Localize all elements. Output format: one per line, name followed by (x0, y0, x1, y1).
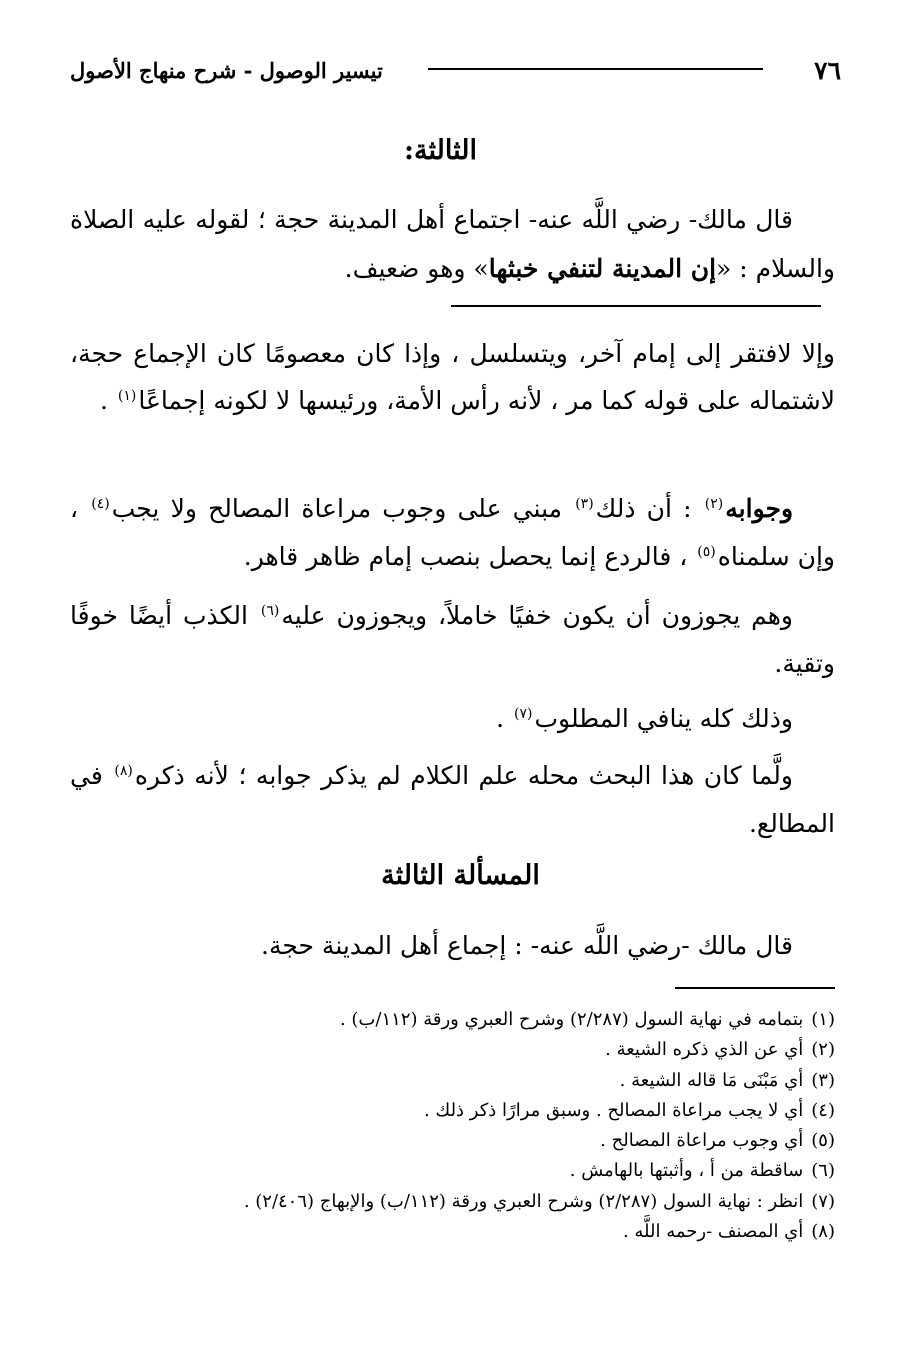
matn-paragraph-1 (70, 195, 835, 293)
footnote-number: (١) (811, 1009, 835, 1030)
matn-1-line-2-pre: الصلاة والسلام : « (70, 205, 835, 283)
paragraph-4-end: . (496, 704, 513, 733)
paragraph-5-part-a: ولَّما كان هذا البحث محله علم الكلام لم يذكر جوابه ؛ لأنه ذكره (134, 761, 793, 790)
footnote-number: (٦) (811, 1160, 835, 1182)
paragraph-1-text: وإلا لافتقر إلى إمام آخر، ويتسلسل ، وإذا كان معصومًا كان الإجماع حجة، لاشتماله على قوله كما مر ، لأنه رأس الأمة، ورئيسها لا لكونه إجماعًا (70, 339, 835, 415)
footnote-text: أي عن الذي ذكره الشيعة . (605, 1039, 804, 1061)
paragraph-3-part-a: وهم يجوزون أن يكون خفيًا خاملاً، ويجوزون عليه (281, 601, 793, 630)
running-header (70, 56, 841, 86)
footnote-ref-2: (٢) (704, 495, 724, 512)
footnote-ref-7: (٧) (514, 705, 533, 722)
commentary-paragraph-2 (70, 485, 835, 581)
footnote-number: (٤) (811, 1099, 835, 1121)
footnote-text: أي مَبْنَى مَا قاله الشيعة . (619, 1069, 804, 1091)
section-heading: الثالثة: (404, 135, 477, 166)
footnote-text: أي المصنف -رحمه اللَّه . (622, 1221, 804, 1243)
page-number: ٧٦ (814, 56, 841, 85)
matn-2-text: قال مالك -رضي اللَّه عنه- : إجماع أهل المدينة حجة. (261, 931, 793, 960)
matn-separator-rule (451, 305, 821, 307)
commentary-paragraph-3 (70, 592, 835, 688)
footnote-text: بتمامه في نهاية السول (٢/٢٨٧) وشرح العبري ورقة (١١٢/ب) . (339, 1009, 804, 1030)
footnote-text: انظر : نهاية السول (٢/٢٨٧) وشرح العبري ورقة (١١٢/ب) والإبهاج (٢/٤٠٦) . (243, 1190, 804, 1212)
answer-lead: وجوابه (725, 494, 794, 523)
matn-1-line-2-post: » وهو ضعيف. (344, 254, 489, 283)
footnote-ref-3: (٣) (575, 495, 594, 512)
footnote (70, 1156, 835, 1186)
footnote-text: ساقطة من أ ، وأثبتها بالهامش . (569, 1160, 804, 1182)
commentary-paragraph-4 (70, 695, 835, 743)
footnote (70, 1126, 835, 1156)
footnote (70, 1096, 835, 1126)
footnote-number: (٣) (811, 1069, 835, 1091)
paragraph-2-part-b: مبني على وجوب مراعاة المصالح ولا يجب (111, 494, 574, 523)
matn-1-line-1: قال مالك- رضي اللَّه عنه- اجتماع أهل المدينة حجة ؛ لقوله عليه (142, 205, 793, 234)
footnote (70, 1066, 835, 1096)
header-rule (428, 68, 763, 70)
paragraph-2-part-d: ، فالردع إنما يحصل بنصب إمام ظاهر قاهر. (243, 542, 696, 571)
paragraph-3-part-b: الكذب أيضًا خوفًا وتقية. (70, 601, 835, 678)
paragraph-5-part-b: في المطالع. (70, 761, 835, 838)
commentary-paragraph-5 (70, 752, 835, 848)
footnote-ref-4: (٤) (91, 495, 110, 512)
paragraph-2-part-a: : أن ذلك (595, 494, 703, 523)
footnote-number: (٢) (811, 1039, 835, 1061)
footnote-text: أي لا يجب مراعاة المصالح . وسبق مرارًا ذكر ذلك . (423, 1099, 804, 1121)
paragraph-1-end: . (100, 386, 116, 415)
footnote-number: (٧) (811, 1190, 835, 1212)
paragraph-2-part-c: ، وإن سلمناه (70, 494, 835, 571)
footnote (70, 1187, 835, 1217)
footnote-number: (٨) (811, 1221, 835, 1243)
issue-heading: المسألة الثالثة (381, 860, 540, 891)
footnote-number: (٥) (811, 1130, 835, 1152)
commentary-paragraph-1 (70, 330, 835, 424)
footnote-ref-6: (٦) (260, 602, 280, 619)
footnote (70, 1035, 835, 1065)
matn-paragraph-2 (70, 922, 835, 970)
footnote-ref-8: (٨) (114, 762, 133, 779)
paragraph-4-text: وذلك كله ينافي المطلوب (534, 704, 793, 733)
footnote-text: أي وجوب مراعاة المصالح . (600, 1130, 804, 1152)
footnote-separator-rule (675, 987, 835, 989)
footnote-ref-5: (٥) (697, 543, 716, 560)
book-title: تيسير الوصول - شرح منهاج الأصول (70, 58, 383, 83)
hadith-quote: إن المدينة لتنفي خبثها (488, 254, 717, 283)
footnote (70, 1005, 835, 1035)
footnote (70, 1217, 835, 1247)
footnote-ref-1: (١) (117, 387, 137, 404)
footnotes-list (70, 1005, 835, 1247)
